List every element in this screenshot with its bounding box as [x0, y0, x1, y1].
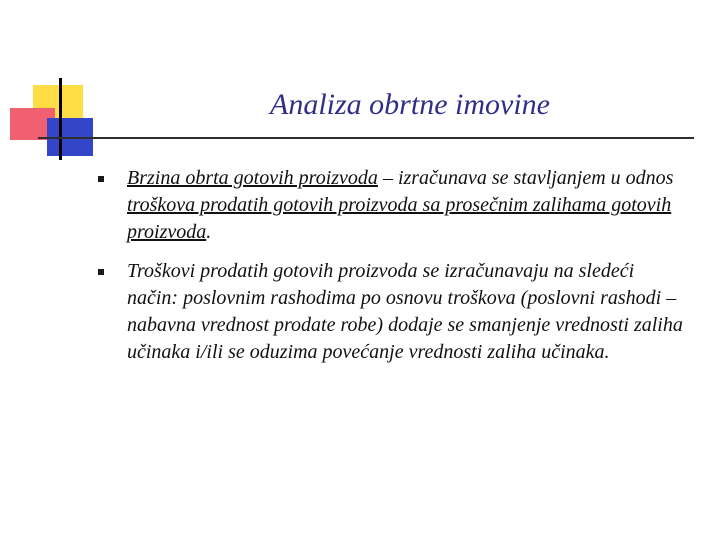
square-bullet-icon	[98, 176, 104, 182]
bullet-text-segment: Brzina obrta gotovih proizvoda	[127, 167, 378, 189]
bullet-text	[127, 165, 687, 246]
bullet-text	[127, 258, 687, 366]
bullet-text-segment: Troškovi prodatih gotovih proizvoda se izračunavaju na sledeći način: poslovnim rashodima po osnovu troškova (poslovni rashodi – nabavna vrednost prodate robe) dodaje se smanjenje vrednosti zaliha učinaka i/ili se oduzima povećanje vrednosti zaliha učinaka.	[127, 260, 683, 363]
title-underline-rule	[38, 137, 694, 139]
vertical-rule	[59, 78, 62, 160]
bullet-text-segment: – izračunava se stavljanjem u odnos	[377, 167, 674, 189]
slide-title: Analiza obrtne imovine	[270, 88, 550, 121]
bullet-text-segment: troškova prodatih gotovih proizvoda sa prosečnim zalihama gotovih proizvoda	[127, 194, 672, 243]
bullet-text-segment: .	[206, 221, 212, 243]
square-bullet-icon	[98, 269, 104, 275]
